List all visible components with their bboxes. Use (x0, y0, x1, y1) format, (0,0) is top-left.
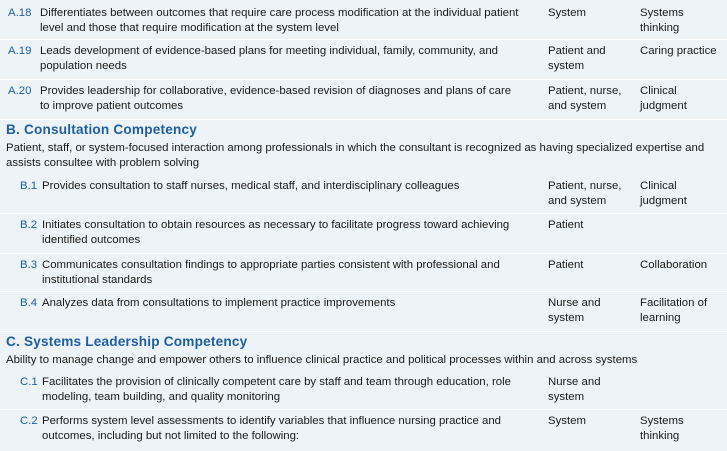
competency-code: C.1 (20, 376, 38, 388)
sphere-of-influence: Nurse and system (548, 297, 601, 325)
table-row (0, 214, 727, 254)
section-description: Patient, staff, or system-focused interaction among professionals in which the consultant is recognized as having specialized expertise and assists consultee with problem solving (6, 142, 705, 170)
sphere-of-influence: Patient (548, 219, 584, 231)
section-description: Ability to manage change and empower others to influence clinical practice and political processes within and across systems (6, 354, 638, 366)
sphere-of-influence: Patient (548, 259, 584, 271)
sphere-of-influence: System (548, 7, 586, 19)
competency-description: Leads development of evidence-based plans for meeting individual, family, community, and population needs (40, 45, 498, 73)
table-row (0, 40, 727, 80)
competency-code: A.19 (8, 45, 32, 57)
table-row (0, 174, 727, 214)
nurse-competency: Collaboration (640, 259, 708, 271)
competency-code: B.2 (20, 219, 38, 231)
competency-code: B.3 (20, 259, 38, 271)
competency-code: C.2 (20, 415, 38, 427)
section-title: B. Consultation Competency (6, 122, 197, 137)
sphere-of-influence: Patient, nurse, and system (548, 85, 622, 113)
competency-description: Differentiates between outcomes that require care process modification at the individual patient level and those that require modification at the system level (40, 7, 519, 35)
competency-description: Initiates consultation to obtain resources as necessary to facilitate progress toward achieving identified outcomes (42, 219, 510, 247)
nurse-competency: Clinical judgment (640, 180, 687, 208)
competency-code: B.4 (20, 297, 38, 309)
sphere-of-influence: System (548, 415, 586, 427)
competency-description: Analyzes data from consultations to implement practice improvements (42, 297, 396, 309)
table-row (0, 292, 727, 332)
nurse-competency: Facilitation of learning (640, 297, 708, 325)
competency-description: Provides consultation to staff nurses, medical staff, and interdisciplinary colleagues (42, 180, 460, 192)
sphere-of-influence: Patient and system (548, 45, 606, 73)
competency-code: B.1 (20, 180, 38, 192)
competency-description: Communicates consultation findings to appropriate parties consistent with professional and institutional standards (42, 259, 500, 287)
table-row (0, 80, 727, 120)
table-row (0, 410, 727, 451)
competency-description: Facilitates the provision of clinically competent care by staff and team through education, role modeling, team building, and quality monitoring (42, 376, 511, 404)
nurse-competency: Systems thinking (640, 7, 684, 35)
sphere-of-influence: Nurse and system (548, 376, 601, 404)
competency-description: Provides leadership for collaborative, evidence-based revision of diagnoses and plans of care to improve patient outcomes (40, 85, 512, 113)
nurse-competency: Clinical judgment (640, 85, 687, 113)
sphere-of-influence: Patient, nurse, and system (548, 180, 622, 208)
nurse-competency: Systems thinking (640, 415, 684, 443)
competency-code: A.18 (8, 7, 32, 19)
nurse-competency: Caring practice (640, 45, 717, 57)
table-row (0, 254, 727, 292)
competency-description: Performs system level assessments to identify variables that influence nursing practice and outcomes, including but not limited to the following: (42, 415, 502, 443)
table-row (0, 0, 727, 40)
table-row (0, 370, 727, 410)
section-title: C. Systems Leadership Competency (6, 334, 248, 349)
competency-code: A.20 (8, 85, 32, 97)
